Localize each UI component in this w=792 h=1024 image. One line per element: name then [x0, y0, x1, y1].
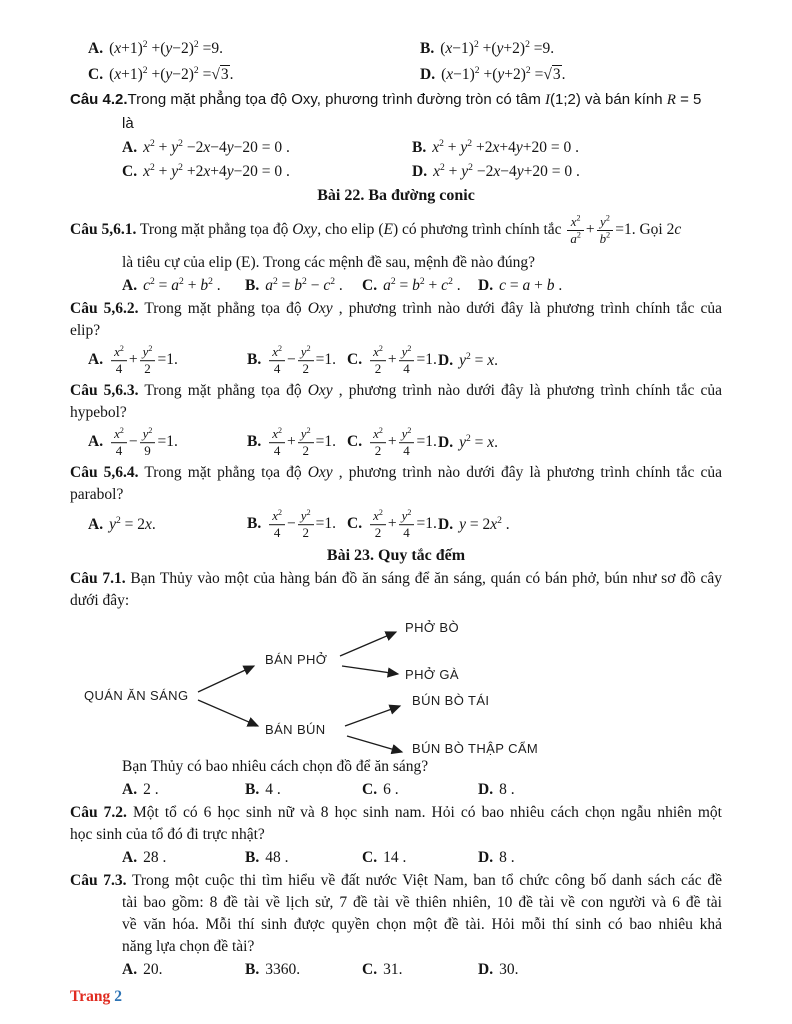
text-segment: , cho elip	[317, 221, 379, 238]
text-segment: có phương trình chính tắc	[398, 221, 566, 238]
option-a	[122, 139, 290, 157]
diagram-arrow	[340, 632, 396, 656]
q7-1-options	[0, 778, 792, 802]
math-expression: $(x+1)^2 +(y-2)^2 =√3$.	[109, 64, 234, 83]
q4-2-options-ab	[0, 136, 792, 160]
q7-1-line-1	[0, 568, 722, 590]
math-expression: $y^2 = x$.	[459, 350, 499, 369]
math-expression: $(x-1)^2 +(y+2)^2 =√3$.	[441, 64, 566, 83]
option-d	[438, 352, 498, 370]
math-expression: 2 .	[143, 781, 159, 798]
option-label: D.	[478, 849, 494, 866]
question-label: Câu 4.2.	[70, 91, 128, 108]
q5-6-1-options	[0, 274, 792, 298]
option-c	[347, 509, 437, 541]
option-d	[438, 434, 498, 452]
option-label: B.	[245, 277, 260, 294]
option-label: D.	[438, 434, 454, 451]
diagram-arrow	[198, 666, 254, 692]
option-label: C.	[362, 781, 378, 798]
math-expression: $\frac{x^2}{a^2}$ + $\frac{y^2}{b^2}$ =1	[565, 221, 631, 238]
q5-6-4-line-1	[0, 462, 722, 484]
diagram-arrow	[342, 666, 398, 674]
option-b	[245, 849, 288, 867]
text-segment: hypebol?	[70, 404, 127, 421]
option-label: B.	[412, 139, 427, 156]
option-label: B.	[247, 351, 262, 369]
option-label: A.	[88, 351, 104, 369]
text-segment: , phương trình nào dưới đây là phương trình chính tắc của	[332, 464, 722, 481]
text-segment: năng lựa chọn đề tài?	[122, 938, 255, 955]
q7-1-line-2	[0, 590, 792, 612]
diagram-arrow	[198, 700, 258, 726]
footer-page-number: 2	[114, 988, 122, 1005]
option-c	[362, 849, 406, 867]
option-label: C.	[362, 849, 378, 866]
math-expression: $(x-1)^2 +(y+2)^2 =9$.	[440, 38, 555, 57]
diagram-node-bun-bo-thap-cam: BÚN BÒ THẬP CẨM	[412, 741, 539, 756]
diagram-node-quan-an-sang: QUÁN ĂN SÁNG	[84, 688, 189, 703]
option-label: A.	[122, 849, 138, 866]
question-label: Câu 5,6.4.	[70, 464, 139, 481]
text-segment: Trong mặt phẳng tọa độ	[138, 464, 308, 481]
diagram-node-pho-bo: PHỞ BÒ	[405, 620, 460, 635]
option-b	[245, 961, 300, 979]
option-label: A.	[122, 961, 138, 978]
math-expression: 28 .	[143, 849, 167, 866]
math-expression: $x^2 + y^2 -2x-4y-20 = 0$ .	[143, 137, 290, 156]
option-label: A.	[88, 40, 104, 57]
option-c	[347, 345, 437, 377]
option-label: D.	[420, 66, 436, 83]
text-segment: Một tổ có 6 học sinh nữ và 8 học sinh nam. Hỏi có bao nhiêu cách chọn ngẫu nhiên một	[126, 804, 722, 821]
text-segment: Bạn Thủy vào một của hàng bán đồ ăn sáng để ăn sáng, quán có bán phở, bún như sơ đồ cây	[125, 570, 722, 587]
option-a	[122, 781, 159, 799]
math-expression: 30.	[499, 961, 519, 978]
text-segment: parabol?	[70, 486, 124, 503]
section-bai-22: Bài 22. Ba đường conic	[317, 187, 475, 204]
option-b	[247, 427, 336, 459]
math-expression: 31.	[383, 961, 403, 978]
option-label: D.	[438, 516, 454, 533]
q7-2-options	[0, 846, 792, 870]
text-segment: về văn hóa. Mỗi thí sinh được quyền chọn một đề tài. Hỏi mỗi thí sinh có bao nhiêu khả	[122, 916, 722, 933]
q5-6-3-line-2	[0, 402, 792, 424]
option-c	[362, 277, 461, 295]
option-label: B.	[247, 433, 262, 451]
page-footer	[70, 988, 126, 1006]
math-expression: $c^2 = a^2 + b^2$ .	[143, 275, 221, 294]
diagram-node-bun-bo-tai: BÚN BÒ TÁI	[412, 693, 490, 708]
math-expression: 20.	[143, 961, 163, 978]
math-expression: (E)	[378, 221, 399, 238]
diagram-node-pho-ga: PHỞ GÀ	[405, 667, 460, 682]
q4-2-line-1	[0, 88, 792, 112]
text-segment: , phương trình nào dưới đây là phương trình chính tắc của	[332, 382, 722, 399]
breakfast-tree-diagram	[0, 612, 792, 756]
option-c	[347, 427, 437, 459]
math-expression: 48 .	[265, 849, 289, 866]
q5-6-1-line-2	[0, 252, 792, 274]
q7-1-question-line-line-1	[0, 756, 792, 778]
math-expression: 3360.	[265, 961, 301, 978]
text-segment: Bạn Thủy có bao nhiêu cách chọn đồ để ăn sáng?	[122, 758, 429, 775]
text-segment: Trong mặt phẳng tọa độ Oxy, phương trình đường tròn có tâm	[127, 91, 546, 108]
diagram-arrow	[345, 706, 400, 726]
option-label: C.	[88, 66, 104, 83]
math-expression: R = 5	[666, 91, 702, 108]
option-c	[122, 163, 290, 181]
q4-2-line-2	[0, 112, 792, 136]
option-label: C.	[362, 961, 378, 978]
text-segment: , phương trình nào dưới đây là phương trình chính tắc của	[332, 300, 722, 317]
option-label: D.	[478, 781, 494, 798]
q4-2-options-cd	[0, 160, 792, 184]
diagram-node-ban-bun: BÁN BÚN	[265, 722, 326, 737]
text-segment: học sinh của tổ đó đi trực nhật?	[70, 826, 265, 843]
option-a	[122, 277, 221, 295]
text-segment: Trong mặt phẳng tọa độ	[138, 300, 308, 317]
option-label: B.	[420, 40, 435, 57]
option-label: B.	[245, 781, 260, 798]
option-label: A.	[122, 139, 138, 156]
q7-2-line-1	[0, 802, 722, 824]
q5-6-1-line-1	[0, 208, 792, 252]
math-expression: $a^2 = b^2 - c^2$ .	[265, 275, 343, 294]
math-expression: $x^2 + y^2 +2x+4y-20 = 0$ .	[143, 161, 290, 180]
option-label: B.	[247, 515, 262, 533]
option-label: C.	[347, 351, 363, 369]
math-expression: $\frac{x^2}{2}$ + $\frac{y^2}{4}$ =1.	[368, 352, 437, 369]
q5-6-4-options	[0, 506, 792, 544]
section-bai-23: Bài 23. Quy tắc đếm	[326, 547, 466, 564]
math-expression: $(x+1)^2 +(y-2)^2 =9$.	[109, 38, 223, 57]
option-label: D.	[478, 961, 494, 978]
question-label: Câu 5,6.3.	[70, 382, 139, 399]
math-expression: $y^2 = x$.	[459, 432, 499, 451]
math-expression: Oxy	[307, 382, 333, 399]
option-d	[420, 66, 565, 84]
math-expression: $a^2 = b^2 + c^2$ .	[383, 275, 461, 294]
q5-6-2-line-2	[0, 320, 792, 342]
option-d	[438, 516, 510, 534]
option-b	[245, 781, 281, 799]
q5-6-3-line-1	[0, 380, 722, 402]
q5-6-2-options	[0, 342, 792, 380]
q5-6-4-line-2	[0, 484, 792, 506]
option-label: B.	[245, 849, 260, 866]
option-label: B.	[245, 961, 260, 978]
option-label: C.	[347, 515, 363, 533]
question-label: Câu 7.1.	[70, 570, 126, 587]
text-segment: Trong một cuộc thi tìm hiểu về đất nước Việt Nam, ban tổ chức công bố danh sách các đề	[126, 872, 722, 889]
text-segment: tài bao gồm: 8 đề tài về lịch sử, 7 đề tài về thiên nhiên, 10 đề tài về con người và 6 đề tài	[122, 894, 722, 911]
math-expression: $y^2 = 2x$.	[109, 514, 156, 533]
text-segment: là tiêu cự của elip (E). Trong các mệnh đề sau, mệnh đề nào đúng?	[122, 254, 535, 271]
diagram-arrow	[347, 736, 402, 752]
math-expression: $\frac{x^2}{4}$ − $\frac{y^2}{9}$ =1.	[109, 434, 178, 451]
q5-6-3-options	[0, 424, 792, 462]
option-label: D.	[412, 163, 428, 180]
math-expression: $\frac{x^2}{2}$ + $\frac{y^2}{4}$ =1.	[368, 434, 437, 451]
option-b	[245, 277, 343, 295]
option-label: A.	[88, 516, 104, 533]
math-expression: $\frac{x^2}{4}$ − $\frac{y^2}{2}$ =1.	[267, 352, 336, 369]
option-b	[247, 345, 336, 377]
math-expression: $\frac{x^2}{4}$ − $\frac{y^2}{2}$ =1.	[267, 516, 336, 533]
math-expression: 8 .	[499, 849, 515, 866]
text-segment: và bán kính	[580, 91, 667, 108]
q7-3-line-3	[0, 914, 722, 936]
option-b	[412, 139, 579, 157]
q7-3-line-1	[0, 870, 722, 892]
math-expression: $x^2 + y^2 -2x-4y+20 = 0$ .	[433, 161, 580, 180]
q4-1-options-cd	[0, 62, 792, 88]
math-expression: $\frac{x^2}{4}$ + $\frac{y^2}{2}$ =1.	[267, 434, 336, 451]
option-label: D.	[478, 277, 494, 294]
option-a	[122, 849, 166, 867]
option-d	[478, 277, 562, 295]
math-expression: I(1;2)	[545, 91, 581, 108]
option-a	[88, 40, 223, 58]
option-label: C.	[122, 163, 138, 180]
option-c	[88, 66, 233, 84]
option-c	[362, 961, 402, 979]
math-expression: 6 .	[383, 781, 399, 798]
option-b	[247, 509, 336, 541]
math-expression: $\frac{x^2}{2}$ + $\frac{y^2}{4}$ =1.	[368, 516, 437, 533]
option-a	[88, 516, 156, 534]
math-expression: 4 .	[265, 781, 281, 798]
footer-page-label: Trang	[70, 988, 111, 1005]
option-a	[122, 961, 162, 979]
option-d	[478, 849, 515, 867]
diagram-node-ban-pho: BÁN PHỞ	[265, 652, 328, 667]
option-a	[88, 427, 178, 459]
math-expression: 2c	[666, 221, 682, 238]
option-a	[88, 345, 178, 377]
option-c	[362, 781, 399, 799]
question-label: Câu 5,6.1.	[70, 221, 137, 238]
math-expression: $y = 2x^2$ .	[459, 514, 510, 533]
q7-2-line-2	[0, 824, 792, 846]
text-segment: Trong mặt phẳng tọa độ	[136, 221, 293, 238]
option-b	[420, 40, 554, 58]
q7-3-options	[0, 958, 792, 982]
option-label: C.	[362, 277, 378, 294]
question-label: Câu 7.2.	[70, 804, 127, 821]
text-segment: Trong mặt phẳng tọa độ	[138, 382, 308, 399]
option-label: A.	[122, 277, 138, 294]
text-segment: elip?	[70, 322, 101, 339]
q7-3-line-2	[0, 892, 722, 914]
math-expression: Oxy	[307, 464, 333, 481]
question-label: Câu 5,6.2.	[70, 300, 139, 317]
option-label: C.	[347, 433, 363, 451]
option-d	[478, 961, 518, 979]
math-expression: Oxy	[292, 221, 318, 238]
text-segment: dưới đây:	[70, 592, 130, 609]
q4-1-options-ab	[0, 36, 792, 62]
text-segment: . Gọi	[631, 221, 667, 238]
option-label: A.	[88, 433, 104, 451]
math-expression: 8 .	[499, 781, 515, 798]
text-segment: là	[122, 115, 134, 132]
math-expression: Oxy	[307, 300, 333, 317]
question-label: Câu 7.3.	[70, 872, 127, 889]
math-expression: 14 .	[383, 849, 407, 866]
option-label: D.	[438, 352, 454, 369]
q5-6-2-line-1	[0, 298, 722, 320]
option-label: A.	[122, 781, 138, 798]
math-expression: c = a + b .	[499, 277, 563, 294]
math-expression: $\frac{x^2}{4}$ + $\frac{y^2}{2}$ =1.	[109, 352, 178, 369]
math-expression: $x^2 + y^2 +2x+4y+20 = 0$ .	[432, 137, 579, 156]
option-d	[478, 781, 515, 799]
option-d	[412, 163, 580, 181]
q7-3-line-4	[0, 936, 792, 958]
